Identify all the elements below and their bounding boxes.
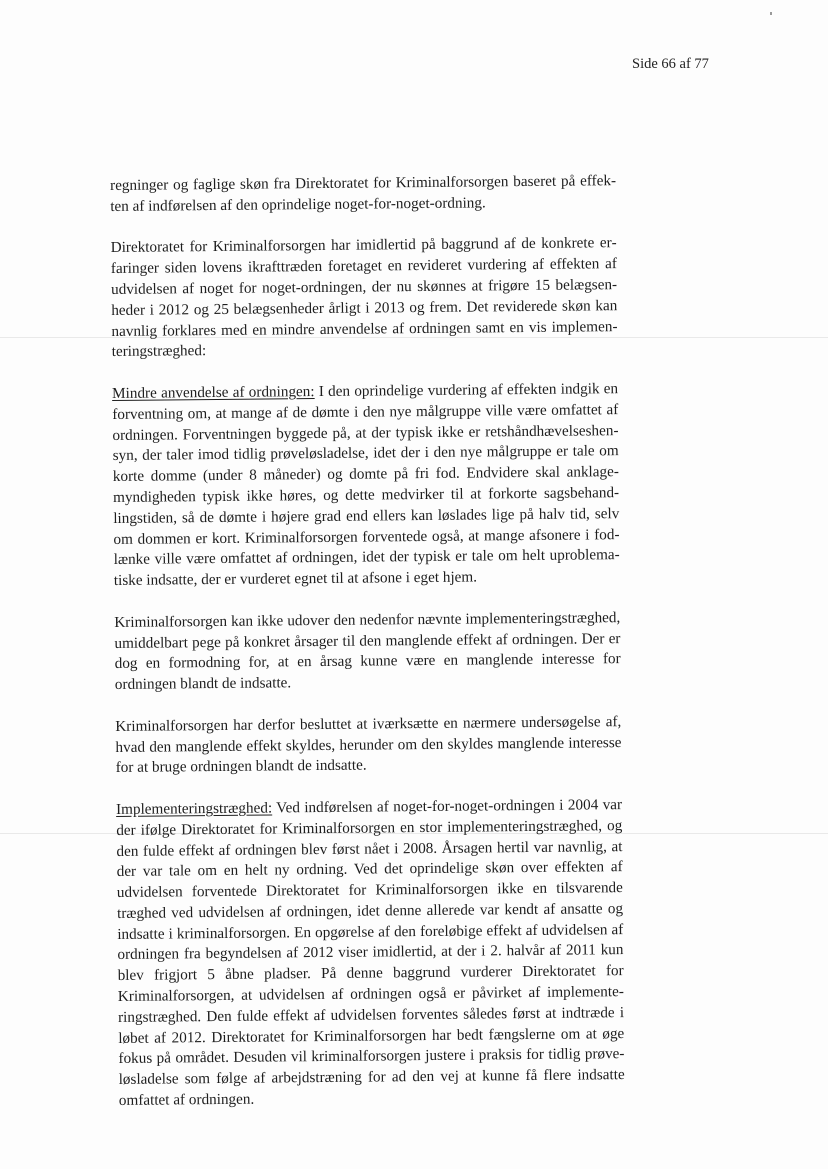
section-heading-mindre-anvendelse: Mindre anvendelse af ordningen:	[112, 383, 315, 402]
paragraph-3	[112, 379, 620, 592]
section-heading-implementeringstraeghed: Implementeringstræghed:	[115, 799, 273, 818]
paragraph-text: regninger og faglige skøn fra Direktoratet for Kriminalforsorgen baseret på effekten af indførelsen af den oprindelige noget-for-noget-ordning.	[110, 172, 617, 215]
paragraph-4	[114, 608, 621, 696]
paragraph-6	[116, 795, 625, 1112]
page-number: Side 66 af 77	[632, 56, 709, 72]
paragraph-text: Direktoratet for Kriminalforsorgen har imidlertid på baggrund af de konkrete erfaringer siden lovens ikrafttræden foretaget en revideret vurdering af effekten af udvidelsen af noget for noget-ordningen, der nu skønnes at frigøre 15 belægsenheder i 2012 og 25 belægsenheder årligt i 2013 og frem. Det reviderede skøn kan navnlig forklares med en mindre anvendelse af ordningen samt en vis implementeringstræghed:	[110, 234, 618, 361]
paragraph-text: Ved indførelsen af noget-for-noget-ordningen i 2004 var der ifølge Direktoratet for Kriminalforsorgen en stor implementeringstræghed, og den fulde effekt af ordningen blev først nået i 2008. Årsagen hertil var navnlig, at der var tale om en helt ny ordning. Ved det oprindelige skøn over effekten af udvidelsen forventede Direktoratet for Kriminalforsorgen ikke en tilsvarende træghed ved udvidelsen af ordningen, idet denne allerede var kendt af ansatte og indsatte i kriminalforsorgen. En opgørelse af den foreløbige effekt af udvidelsen af ordningen fra begyndelsen af 2012 viser imidlertid, at der i 2. halvår af 2011 kun blev frigjort 5 åbne pladser. På denne baggrund vurderer Direktoratet for Kriminalforsorgen, at udvidelsen af ordningen også er påvirket af implementeringstræghed. Den fulde effekt af udvidelsen forventes således først at indtræde i løbet af 2012. Direktoratet for Kriminalforsorgen har bedt fængslerne om at øge fokus på området. Desuden vil kriminalforsorgen justere i praksis for tidlig prøveløsladelse som følge af arbejdstræning for ad den vej at kunne få flere indsatte omfattet af ordningen.	[116, 796, 625, 1110]
paragraph-5	[115, 712, 622, 779]
paragraph-2	[111, 234, 618, 364]
paragraph-text: I den oprindelige vurdering af effekten indgik en forventning om, at mange af de dømte i den nye målgruppe ville være omfattet af ordningen. Forventningen byggede på, at der typisk ikke er retshåndhævelseshensyn, der taler imod tidlig prøveløsladelse, idet der i den nye målgruppe er tale om korte domme (under 8 måneder) og domte på fri fod. Endvidere skal anklagemyndigheden typisk ikke høres, og dette medvirker til at forkorte sagsbehandlingstiden, så de dømte i højere grad end ellers kan løslades lige på halv tid, selv om dommen er kort. Kriminalforsorgen forventede også, at mange afsonere i fodlænke ville være omfattet af ordningen, idet der typisk er tale om helt uproblematiske indsatte, der er vurderet egnet til at afsone i eget hjem.	[112, 380, 620, 590]
paragraph-text: Kriminalforsorgen kan ikke udover den nedenfor nævnte implementeringstræghed, umiddelbart pege på konkret årsager til den manglende effekt af ordningen. Der er dog en formodning for, at en årsag kunne være en manglende interesse for ordningen blandt de indsatte.	[114, 608, 621, 694]
scan-speck	[770, 12, 772, 15]
document-body	[110, 171, 625, 1132]
paragraph-text: Kriminalforsorgen har derfor besluttet at iværksætte en nærmere undersøgelse af, hvad den manglende effekt skyldes, herunder om den skyldes manglende interesse for at bruge ordningen blandt de indsatte.	[115, 712, 622, 777]
paragraph-1	[110, 171, 616, 217]
